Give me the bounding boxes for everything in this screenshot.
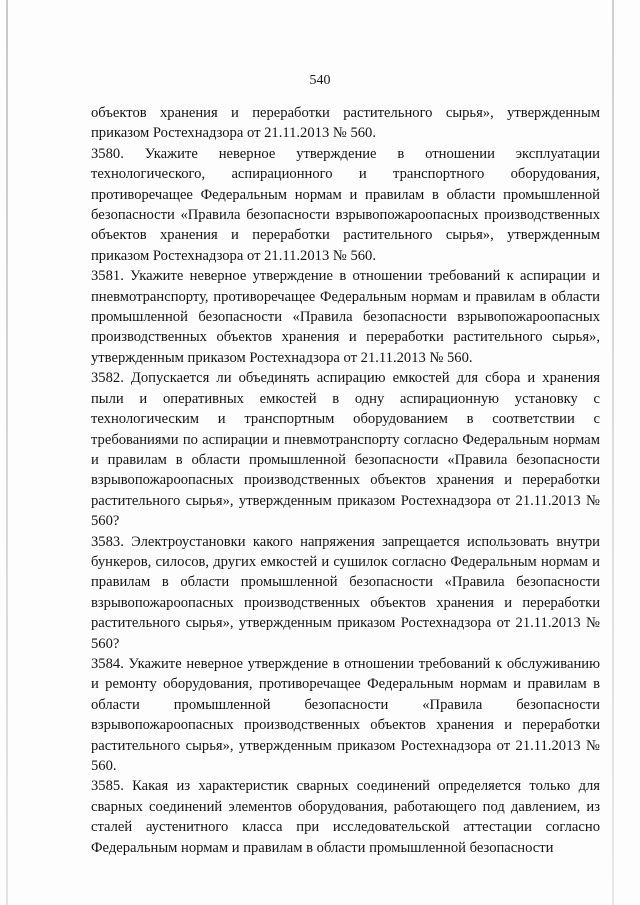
question-3583: 3583. Электроустановки какого напряжения запрещается использовать внутри бункеров, силосов, других емкостей и сушилок согласно Федеральным нормам и правилам в области промышленной безопасности «Правила безопасности взрывопожароопасных производственных объектов хранения и переработки растительного сырья», утвержденным приказом Ростехнадзора от 21.11.2013 № 560? [91, 533, 600, 652]
question-3582: 3582. Допускается ли объединять аспирацию емкостей для сбора и хранения пыли и оперативных емкостей в одну аспирационную установку с технологическим и транспортным оборудованием в соответствии с требованиями по аспирации и пневмотранспорту согласно Федеральным нормам и правилам в области промышленной безопасности «Правила безопасности взрывопожароопасных производственных объектов хранения и переработки растительного сырья», утвержденным приказом Ростехнадзора от 21.11.2013 № 560? [91, 370, 600, 530]
paragraph-continuation: объектов хранения и переработки растительного сырья», утвержденным приказом Ростехнадзора от 21.11.2013 № 560. [91, 105, 600, 142]
question-3584: 3584. Укажите неверное утверждение в отношении требований к обслуживанию и ремонту оборудования, противоречащее Федеральным нормам и правилам в области промышленной безопасности «Правила безопасности взрывопожароопасных производственных объектов хранения и переработки растительного сырья», утвержденным приказом Ростехнадзора от 21.11.2013 № 560. [91, 655, 600, 774]
page-number: 540 [309, 73, 331, 88]
page-body [91, 103, 600, 858]
scan-right-edge [612, 0, 614, 905]
question-3581: 3581. Укажите неверное утверждение в отношении требований к аспирации и пневмотранспорту, противоречащее Федеральным нормам и правилам в области промышленной безопасности «Правила безопасности взрывопожароопасных производственных объектов хранения и переработки растительного сырья», утвержденным приказом Ростехнадзора от 21.11.2013 № 560. [91, 268, 600, 366]
question-3580: 3580. Укажите неверное утверждение в отношении эксплуатации технологического, аспирационного и транспортного оборудования, противоречащее Федеральным нормам и правилам в области промышленной безопасности «Правила безопасности взрывопожароопасных производственных объектов хранения и переработки растительного сырья», утвержденным приказом Ростехнадзора от 21.11.2013 № 560. [91, 145, 600, 264]
scan-left-edge [6, 0, 8, 905]
question-3585: 3585. Какая из характеристик сварных соединений определяется только для сварных соединений элементов оборудования, работающего под давлением, из сталей аустенитного класса при исследовательской аттестации согласно Федеральным нормам и правилам в области промышленной безопасности [91, 778, 600, 856]
